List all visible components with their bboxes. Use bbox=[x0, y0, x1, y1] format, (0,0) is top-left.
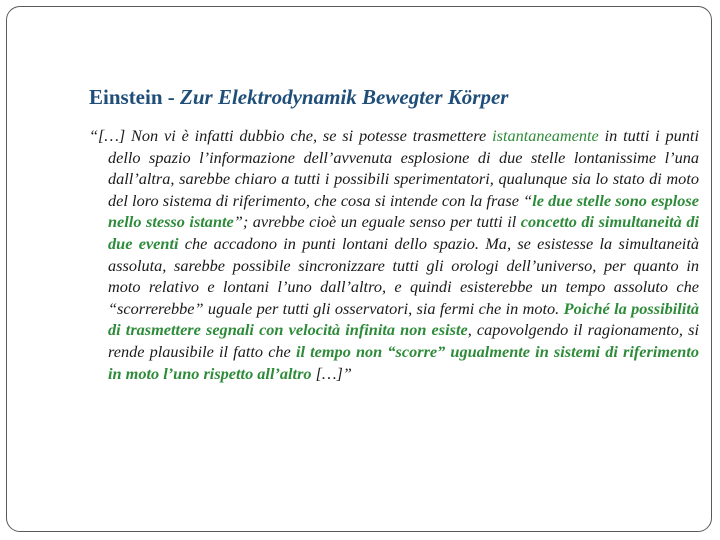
quote-highlight: il tempo non “scorre” ugualmente in sistemi di riferimento in moto l’uno rispetto all’altro bbox=[108, 341, 699, 383]
quote-segment: che accadono in punti lontani dello spazio. Ma, se esistesse la simultaneità assoluta, sarebbe possibile sincronizzare tutti gli orologi dell’universo, per quanto in moto relativo e lontani l’uno dall’altro, e quindi esisterebbe un tempo assoluto che “scorrerebbe” uguale per tutti gli osservatori, sia fermi che in moto. bbox=[108, 233, 699, 318]
quote-segment: ”; avrebbe cioè un eguale senso per tutti il bbox=[233, 212, 521, 232]
slide-title bbox=[89, 85, 689, 110]
quote-highlight: istantaneamente bbox=[492, 126, 599, 145]
quote-highlight: concetto di simultaneità di due eventi bbox=[108, 212, 700, 253]
quote-paragraph bbox=[89, 125, 699, 384]
title-author: Einstein - bbox=[89, 85, 181, 109]
quote-segment: in tutti i punti dello spazio l’informazione dell’avvenuta esplosione di due stelle lontanissime l’una dall’altra, sarebbe chiaro a tutti i possibili sperimentatori, qualunque sia lo stato di moto del loro sistema di riferimento, che cosa si intende con la frase “ bbox=[108, 126, 699, 210]
title-work: Zur Elektrodynamik Bewegter Körper bbox=[180, 85, 509, 109]
quote-segment: […]” bbox=[311, 363, 352, 383]
slide-frame bbox=[6, 6, 712, 532]
quote-segment: “[…] Non vi è infatti dubbio che, se si potesse trasmettere bbox=[89, 126, 493, 145]
quote-highlight: Poiché la possibilità di trasmettere segnali con velocità infinita non esiste bbox=[108, 298, 699, 340]
quote-segment: , capovolgendo il ragionamento, si rende plausibile il fatto che bbox=[108, 320, 699, 361]
quote-highlight: le due stelle sono esplose nello stesso istante bbox=[108, 190, 699, 232]
